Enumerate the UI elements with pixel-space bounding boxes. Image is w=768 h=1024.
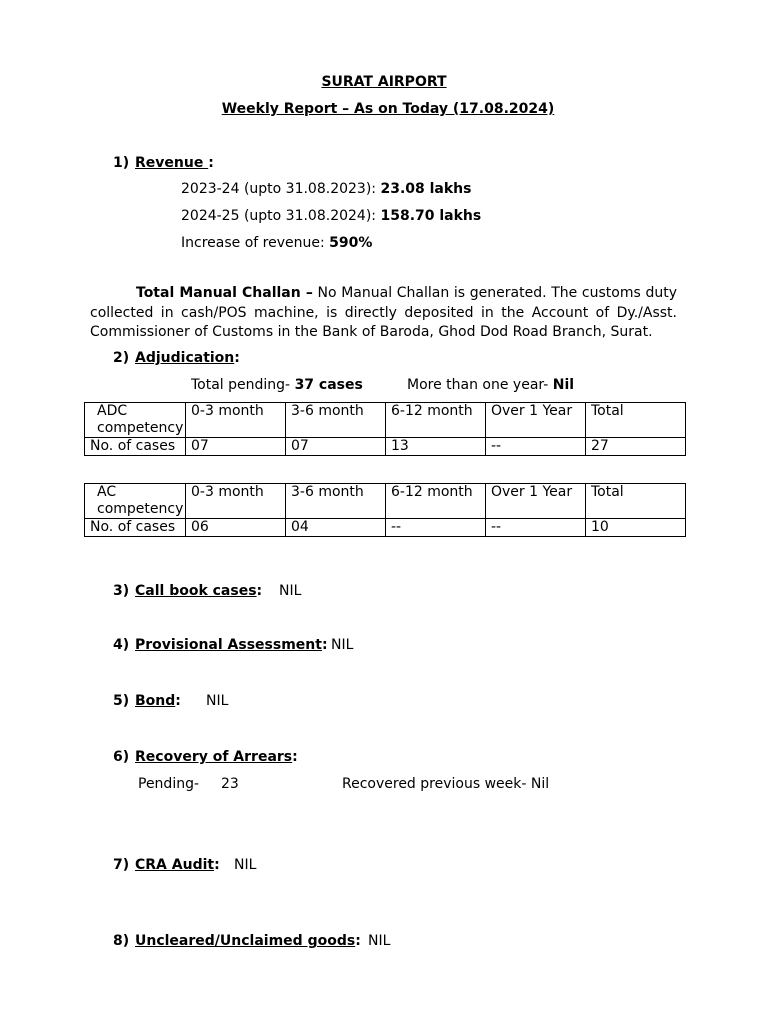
revenue-increase-value: 590%	[329, 235, 373, 251]
call-book-value: NIL	[279, 583, 302, 599]
revenue-line-2023: 2023-24 (upto 31.08.2023): 23.08 lakhs	[181, 181, 472, 197]
cra-audit-value: NIL	[234, 857, 257, 873]
table-header-cell: Over 1 Year	[486, 403, 586, 438]
arrears-pending-label: Pending-	[138, 776, 200, 792]
recovery-arrears-heading: Recovery of Arrears:	[135, 749, 298, 765]
section-number: 1)	[113, 155, 130, 171]
table-row	[85, 519, 686, 537]
call-book-heading: Call book cases:	[135, 583, 263, 599]
table-cell: 07	[286, 438, 386, 456]
table-cell: 27	[586, 438, 686, 456]
table-header-cell: 0-3 month	[186, 403, 286, 438]
table-cell: --	[486, 438, 586, 456]
uncleared-goods-heading: Uncleared/Unclaimed goods:	[135, 933, 361, 949]
manual-challan-paragraph: Total Manual Challan – No Manual Challan is generated. The customs duty collected in cash/POS machine, is directly deposited in the Account of Dy./Asst. Commissioner of Customs in the Bank of Baroda, Ghod Dod Road Branch, Surat.	[90, 285, 677, 340]
section-number: 4)	[113, 637, 130, 653]
provisional-assessment-value: NIL	[331, 637, 354, 653]
table-header-cell: Total	[586, 484, 686, 519]
table-cell: 04	[286, 519, 386, 537]
table-cell: 06	[186, 519, 286, 537]
table-row	[85, 438, 686, 456]
adc-competency-table	[84, 402, 686, 456]
section-number: 3)	[113, 583, 130, 599]
table-cell: --	[486, 519, 586, 537]
revenue-increase: Increase of revenue: 590%	[181, 235, 373, 251]
arrears-pending-value: 23	[221, 776, 239, 792]
table-header-cell: 3-6 month	[286, 484, 386, 519]
section-number: 2)	[113, 350, 130, 366]
adjudication-total-pending: Total pending- 37 cases	[191, 377, 363, 393]
table-header-cell: Over 1 Year	[486, 484, 586, 519]
bond-value: NIL	[206, 693, 229, 709]
table-header-cell: ADC competency	[85, 403, 186, 438]
table-cell: No. of cases	[85, 438, 186, 456]
revenue-heading: Revenue :	[135, 155, 214, 171]
report-subtitle: Weekly Report – As on Today (17.08.2024)	[221, 101, 555, 117]
adjudication-heading: Adjudication:	[135, 350, 240, 366]
provisional-assessment-heading: Provisional Assessment:	[135, 637, 328, 653]
table-cell: 10	[586, 519, 686, 537]
section-number: 7)	[113, 857, 130, 873]
table-header-cell: 0-3 month	[186, 484, 286, 519]
adjudication-over-one-year: More than one year- Nil	[407, 377, 575, 393]
table-header-cell: 6-12 month	[386, 484, 486, 519]
table-header-cell: AC competency	[85, 484, 186, 519]
table-header-cell: Total	[586, 403, 686, 438]
table-cell: 07	[186, 438, 286, 456]
table-header-cell: 6-12 month	[386, 403, 486, 438]
section-number: 5)	[113, 693, 130, 709]
section-number: 6)	[113, 749, 130, 765]
table-header-row	[85, 484, 686, 519]
table-header-row	[85, 403, 686, 438]
revenue-value-2024: 158.70 lakhs	[380, 208, 482, 224]
cra-audit-heading: CRA Audit:	[135, 857, 220, 873]
arrears-recovered: Recovered previous week- Nil	[342, 776, 550, 792]
table-cell: 13	[386, 438, 486, 456]
table-cell: No. of cases	[85, 519, 186, 537]
ac-competency-table	[84, 483, 686, 537]
revenue-value-2023: 23.08 lakhs	[380, 181, 472, 197]
revenue-line-2024: 2024-25 (upto 31.08.2024): 158.70 lakhs	[181, 208, 482, 224]
table-header-cell: 3-6 month	[286, 403, 386, 438]
report-title: SURAT AIRPORT	[321, 74, 447, 90]
uncleared-goods-value: NIL	[368, 933, 391, 949]
table-cell: --	[386, 519, 486, 537]
section-number: 8)	[113, 933, 130, 949]
bond-heading: Bond:	[135, 693, 181, 709]
